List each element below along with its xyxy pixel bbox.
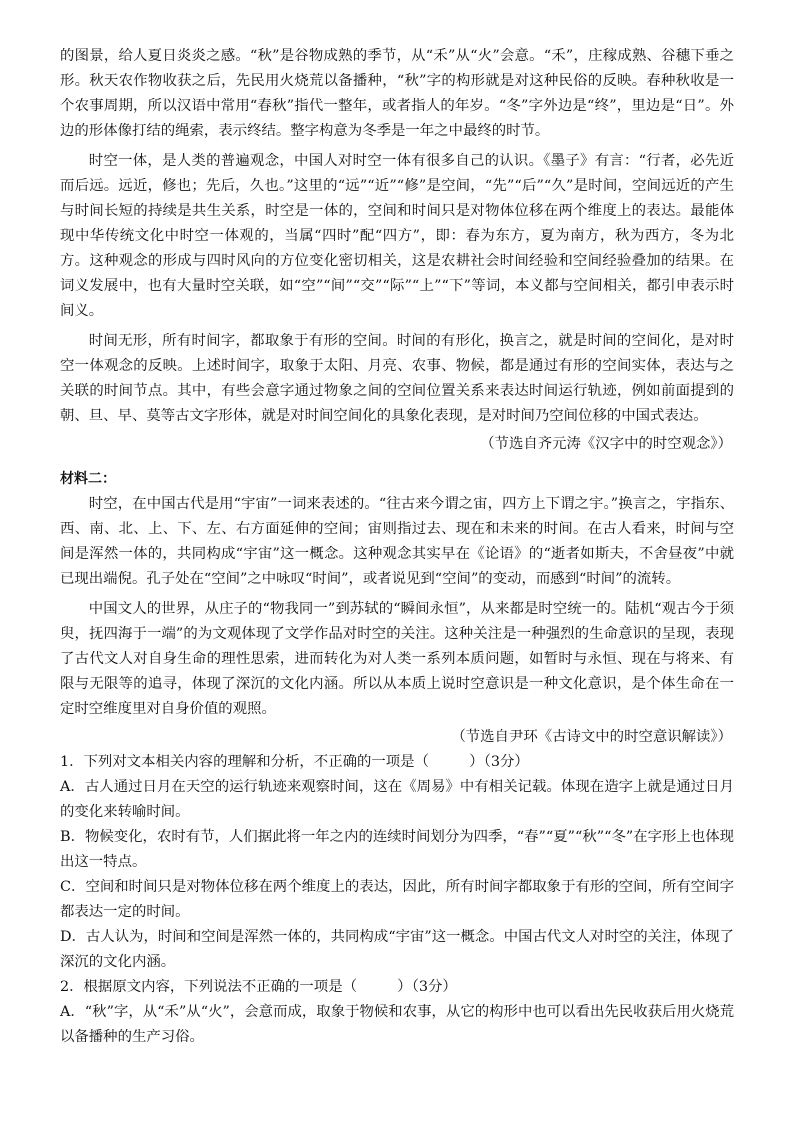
- material-one-paragraph-3: 时间无形，所有时间字，都取象于有形的空间。时间的有形化，换言之，就是时间的空间化，是对时空一体观念的反映。上述时间字，取象于太阳、月亮、农事、物候，都是通过有形的空间实体，表达与之关联的时间节点。其中，有些会意字通过物象之间的空间位置关系来表达时间运行轨迹，例如前面提到的朝、旦、早、莫等古文字形体，就是对时间空间化的具象化表现，是对时间乃空间位移的中国式表达。: [60, 333, 734, 424]
- material-two-paragraph-2: 中国文人的世界，从庄子的“物我同一”到苏轼的“瞬间永恒”，从来都是时空统一的。陆机“观古今于须臾，抚四海于一端”的为文观体现了文学作品对时空的关注。这种关注是一种强烈的生命意识的呈现，表现了古代文人对自身生命的理性思索，进而转化为对人类一系列本质问题，如暂时与永恒、现在与将来、有限与无限等的追寻，体现了深沉的文化内涵。所以从本质上说时空意识是一种文化意识，是个体生命在一定时空维度里对自身价值的观照。: [60, 601, 734, 717]
- question-2-score: ）（3分）: [397, 979, 457, 995]
- question-1-option-d: D．古人认为，时间和空间是浑然一体的，共同构成“宇宙”这一概念。中国古代文人对时空的关注，体现了深沉的文化内涵。: [60, 929, 734, 970]
- question-1-option-b: B．物候变化，农时有节，人们据此将一年之内的连续时间划分为四季，“春”“夏”“秋”“冬”在字形上也体现出这一特点。: [60, 829, 734, 870]
- question-1-option-a: A．古人通过日月在天空的运行轨迹来观察时间，这在《周易》中有相关记载。体现在造字上就是通过日月的变化来转喻时间。: [60, 779, 734, 820]
- question-2-option-a: A．“秋”字，从“禾”从“火”，会意而成，取象于物候和农事，从它的构形中也可以看出先民收获后用火烧荒以备播种的生产习俗。: [60, 1004, 734, 1045]
- material-two-source: （节选自尹环《古诗文中的时空意识解读》）: [451, 729, 732, 745]
- question-1-stem-text: 1．下列对文本相关内容的理解和分析，不正确的一项是（: [60, 754, 429, 770]
- material-one-paragraph-2: 时空一体，是人类的普遍观念，中国人对时空一体有很多自己的认识。《墨子》有言：“行者，必先近而后远。远近，修也；先后，久也。”这里的“远”“近”“修”是空间，“先”“后”“久”是时间，空间远近的产生与时间长短的持续是共生关系，时空是一体的，空间和时间只是对物体位移在两个维度上的表达。最能体现中华传统文化中时空一体观的，当属“四时”配“四方”，即：春为东方，夏为南方，秋为西方，冬为北方。这种观念的形成与四时风向的方位变化密切相关，这是农耕社会时间经验和空间经验叠加的结果。在词义发展中，也有大量时空关联，如“空”“间”“交”“际”“上”“下”等词，本义都与空间相关，都引申表示时间义。: [60, 153, 734, 319]
- question-1-option-c: C．空间和时间只是对物体位移在两个维度上的表达，因此，所有时间字都取象于有形的空间，所有空间字都表达一定的时间。: [60, 879, 734, 920]
- material-one-paragraph-1: 的图景，给人夏日炎炎之感。“秋”是谷物成熟的季节，从“禾”从“火”会意。“禾”，庄稼成熟、谷穗下垂之形。秋天农作物收获之后，先民用火烧荒以备播种，“秋”字的构形就是对这种民俗的反映。春种秋收是一个农事周期，所以汉语中常用“春秋”指代一整年，或者指人的年岁。“冬”字外边是“终”，里边是“日”。外边的形体像打结的绳索，表示终结。整字构意为冬季是一年之中最终的时节。: [60, 48, 734, 139]
- question-2-stem: [60, 975, 734, 1000]
- question-1-stem: [60, 750, 734, 775]
- material-one-source: （节选自齐元涛《汉字中的时空观念》）: [480, 436, 732, 452]
- material-two-paragraph-1: 时空，在中国古代是用“宇宙”一词来表述的。“往古来今谓之宙，四方上下谓之宇。”换言之，宇指东、西、南、北、上、下、左、右方面延伸的空间；宙则指过去、现在和未来的时间。在古人看来，时间与空间是浑然一体的，共同构成“宇宙”这一概念。这种观念其实早在《论语》的“逝者如斯夫，不舍昼夜”中就已现出端倪。孔子处在“空间”之中咏叹“时间”，或者说见到“空间”的变动，而感到“时间”的流转。: [60, 496, 734, 587]
- question-2-stem-text: 2．根据原文内容，下列说法不正确的一项是（: [60, 979, 357, 995]
- question-1-score: ）（3分）: [469, 754, 529, 770]
- material-two-heading: 材料二：: [60, 471, 116, 487]
